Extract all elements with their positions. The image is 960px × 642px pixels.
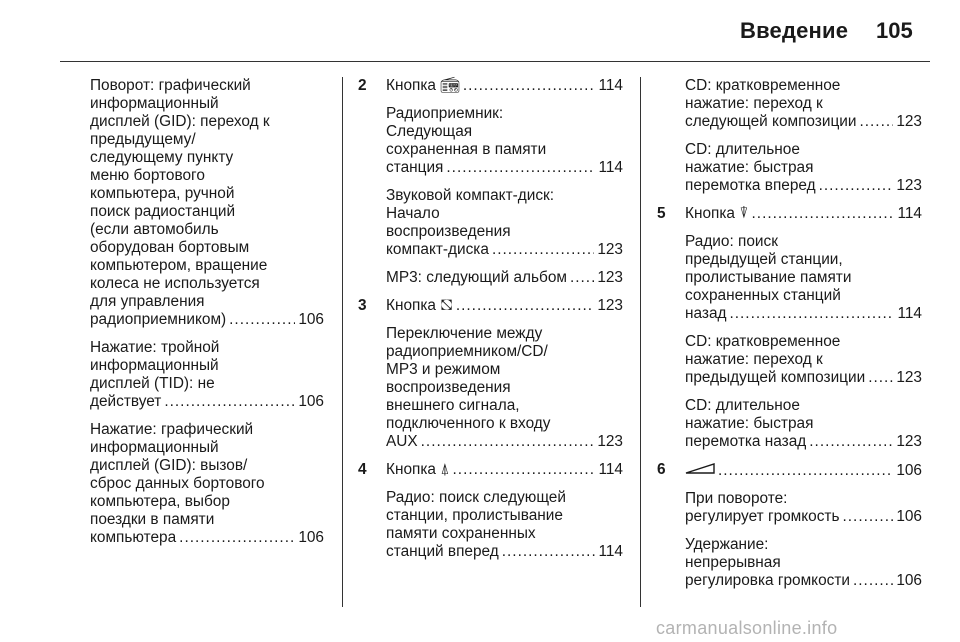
page-number: 105 bbox=[876, 18, 913, 43]
page-ref-link[interactable]: 123 bbox=[597, 297, 623, 314]
item-6-section bbox=[657, 461, 922, 590]
index-entry: Удержание: непрерывная регулировка громкости ..... 106 bbox=[685, 536, 922, 590]
index-entry: CD: длительное нажатие: быстрая перемотка вперед ..... 123 bbox=[685, 141, 922, 195]
item-number: 4 bbox=[358, 461, 367, 478]
page-ref-link[interactable]: 123 bbox=[597, 269, 623, 286]
header-divider bbox=[60, 61, 930, 62]
index-entry: Поворот: графический информационный дисплей (GID): переход к предыдущему/ следующему пункту меню бортового компьютера, ручной поиск радиостанций (если автомобиль оборудован бортовым компьютером, вращение колеса не используется для управления радиоприемником) ..... 106 bbox=[90, 77, 324, 329]
page-ref-link[interactable]: 106 bbox=[896, 508, 922, 525]
down-arrow-icon: ⍒ bbox=[739, 205, 749, 222]
aux-source-icon: ⛞ bbox=[440, 297, 453, 314]
index-entry: MP3: следующий альбом ..... 123 bbox=[386, 269, 623, 287]
watermark: carmanualsonline.info bbox=[656, 618, 838, 638]
index-entry: При повороте: регулирует громкость ..... 106 bbox=[685, 490, 922, 526]
index-entry: Радиоприемник: Следующая сохраненная в памяти станция ..... 114 bbox=[386, 105, 623, 177]
page-ref-link[interactable]: 114 bbox=[598, 77, 623, 94]
page-title: Введение bbox=[740, 18, 849, 43]
column-divider-1 bbox=[342, 77, 343, 607]
item-number: 2 bbox=[358, 77, 367, 94]
button-entry: Кнопка 📻︎ ..... 114 bbox=[386, 77, 623, 95]
index-entry: Радио: поиск следующей станции, пролистывание памяти сохраненных станций вперед ..... 114 bbox=[386, 489, 623, 561]
item-number: 3 bbox=[358, 297, 367, 314]
radio-icon: 📻︎ bbox=[440, 77, 460, 94]
page-ref-link[interactable]: 106 bbox=[298, 393, 324, 410]
page-ref-link[interactable]: 114 bbox=[598, 159, 623, 176]
page-ref-link[interactable]: 123 bbox=[896, 113, 922, 130]
column-divider-2 bbox=[640, 77, 641, 607]
item-4-continued bbox=[657, 77, 922, 195]
index-entry: CD: кратковременное нажатие: переход к следующей композиции ..... 123 bbox=[685, 77, 922, 131]
item-number: 6 bbox=[657, 461, 666, 478]
page-ref-link[interactable]: 123 bbox=[896, 369, 922, 386]
button-entry bbox=[685, 461, 922, 480]
column-1 bbox=[90, 77, 324, 557]
page-ref-link[interactable]: 106 bbox=[896, 572, 922, 589]
page-ref-link[interactable]: 114 bbox=[897, 305, 922, 322]
page-ref-link[interactable]: 123 bbox=[896, 433, 922, 450]
page-ref-link[interactable]: 114 bbox=[598, 543, 623, 560]
item-2-section bbox=[358, 77, 623, 287]
column-2 bbox=[358, 77, 623, 571]
page-ref-link[interactable]: 106 bbox=[298, 311, 324, 328]
index-entry: Радио: поиск предыдущей станции, пролистывание памяти сохраненных станций назад ..... 114 bbox=[685, 233, 922, 323]
column-3 bbox=[657, 77, 922, 600]
item-5-section bbox=[657, 205, 922, 451]
button-entry: Кнопка ⍒ ..... 114 bbox=[685, 205, 922, 223]
index-entry: Звуковой компакт-диск: Начало воспроизведения компакт-диска ..... 123 bbox=[386, 187, 623, 259]
button-entry: Кнопка ⍋ ..... 114 bbox=[386, 461, 623, 479]
index-entry: Переключение между радиоприемником/CD/ MP3 и режимом воспроизведения внешнего сигнала, подключенного к входу AUX ..... 123 bbox=[386, 325, 623, 451]
item-number: 5 bbox=[657, 205, 666, 222]
index-entry: Нажатие: тройной информационный дисплей (TID): не действует ..... 106 bbox=[90, 339, 324, 411]
page-ref-link[interactable]: 114 bbox=[598, 461, 623, 478]
page-ref-link[interactable]: 123 bbox=[597, 433, 623, 450]
page-ref-link[interactable]: 106 bbox=[298, 529, 324, 546]
button-entry: Кнопка ⛞ ..... 123 bbox=[386, 297, 623, 315]
page-ref-link[interactable]: 106 bbox=[896, 462, 922, 479]
volume-wedge-icon bbox=[685, 461, 715, 480]
index-entry: CD: кратковременное нажатие: переход к предыдущей композиции ..... 123 bbox=[685, 333, 922, 387]
up-arrow-icon: ⍋ bbox=[440, 461, 450, 478]
item-3-section bbox=[358, 297, 623, 451]
page-ref-link[interactable]: 114 bbox=[897, 205, 922, 222]
index-entry: CD: длительное нажатие: быстрая перемотка назад ..... 123 bbox=[685, 397, 922, 451]
page-ref-link[interactable]: 123 bbox=[597, 241, 623, 258]
page-ref-link[interactable]: 123 bbox=[896, 177, 922, 194]
item-4-section bbox=[358, 461, 623, 561]
index-entry: Нажатие: графический информационный дисплей (GID): вызов/ сброс данных бортового компьютера, выбор поездки в памяти компьютера ..... 106 bbox=[90, 421, 324, 547]
